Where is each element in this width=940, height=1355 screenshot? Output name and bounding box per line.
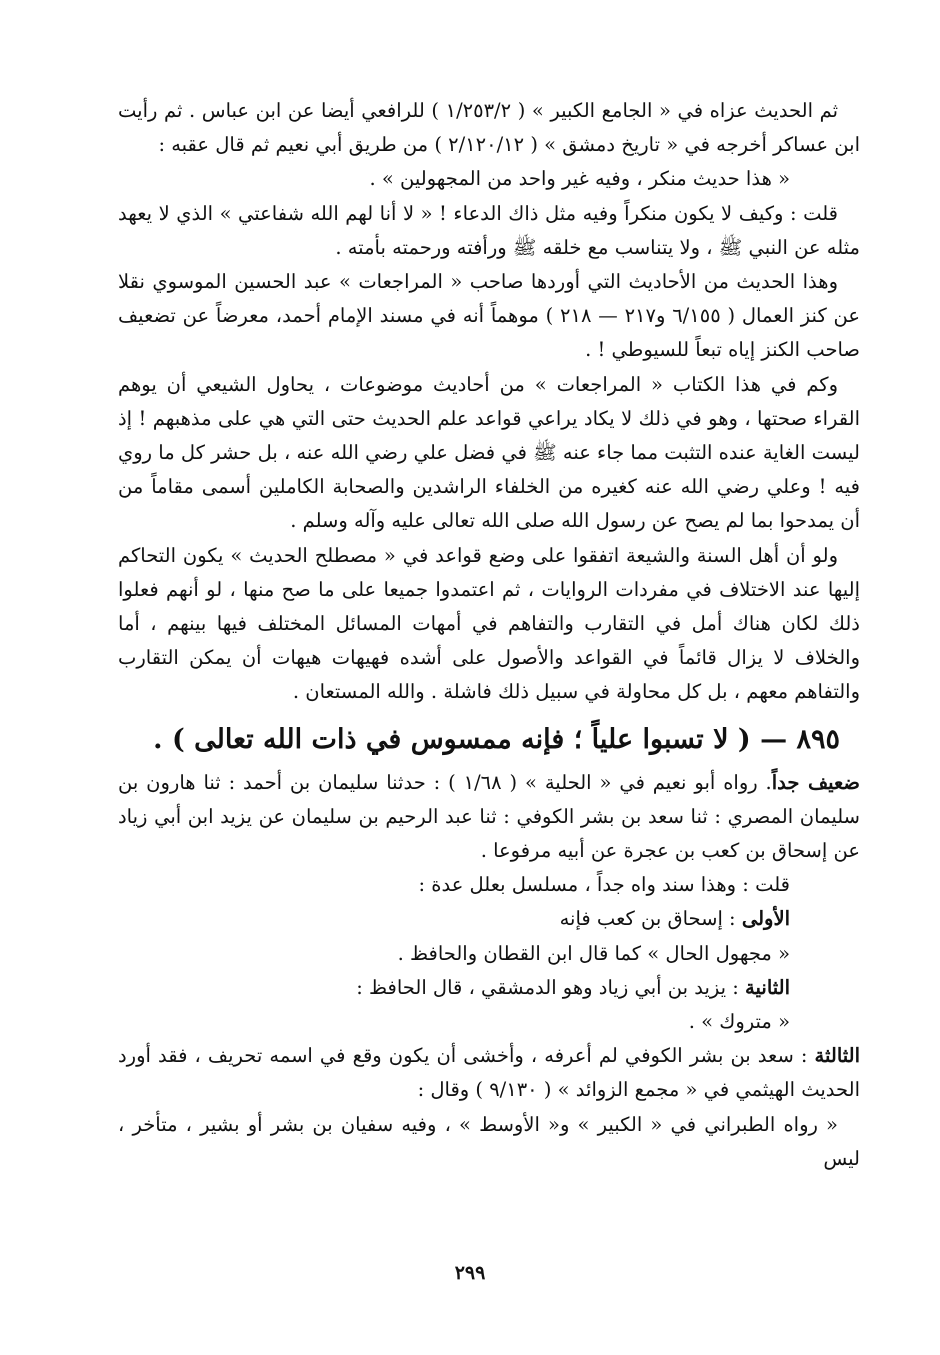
defect-item bbox=[118, 1039, 860, 1107]
paragraph: ولو أن أهل السنة والشيعة اتفقوا على وضع قواعد في « مصطلح الحديث » يكون التحاكم إليها عند الاختلاف في مفردات الروايات ، ثم اعتمدوا جميعا على ما صح منها ، لو أنهم فعلوا ذلك لكان هناك أمل في التقارب والتفاهم في أمهات المسائل المختلف فيها بينهم ، أما والخلاف لا يزال قائماً في القواعد والأصول على أشده فهيهات هيهات أن يمكن التقارب والتفاهم معهم ، بل كل محاولة في سبيل ذلك فاشلة . والله المستعان . bbox=[118, 543, 860, 704]
defect-text: : يزيد بن أبي زياد وهو الدمشقي ، قال الحافظ : bbox=[356, 975, 739, 999]
defect-label: الثالثة bbox=[814, 1044, 861, 1068]
paragraph: ثم الحديث عزاه في « الجامع الكبير » ( ١/٢٥٣/٢ ) للرافعي أيضا عن ابن عباس . ثم رأيت ابن عساكر أخرجه في « تاريخ دمشق » ( ٢/١٢٠/١٢ ) من طريق أبي نعيم ثم قال عقبه : bbox=[118, 99, 860, 157]
defect-text: : سعد بن بشر الكوفي لم أعرفه ، وأخشى أن يكون وقع في اسمه تحريف ، فقد أورد الحديث الهيثمي في « مجمع الزوائد » ( ٩/١٣٠ ) وقال : bbox=[118, 1044, 860, 1102]
paragraph bbox=[118, 766, 860, 869]
paragraph-text: . رواه أبو نعيم في « الحلية » ( ١/٦٨ ) : حدثنا سليمان بن أحمد : ثنا هارون بن سليمان المصري : ثنا سعد بن بشر الكوفي : ثنا عبد الرحيم بن سليمان عن يزيد ابن أبي زياد عن إسحاق بن كعب بن عجرة عن أبيه مرفوعا . bbox=[118, 770, 860, 863]
grade-label: ضعيف جداً bbox=[771, 770, 860, 794]
defect-label: الأولى bbox=[741, 907, 790, 931]
hadith-heading: ٨٩٥ — ( لا تسبوا علياً ؛ فإنه ممسوس في ذات الله تعالى ) . bbox=[153, 723, 840, 755]
defect-item bbox=[118, 971, 860, 1005]
quote: « متروك » . bbox=[688, 1010, 790, 1034]
defect-label: الثانية bbox=[745, 975, 790, 999]
defect-text: : إسحاق بن كعب فإنه bbox=[559, 907, 736, 931]
paragraph: قلت : وهذا سند واه جداً ، مسلسل بعلل عدة : bbox=[418, 873, 790, 897]
defect-item bbox=[118, 902, 860, 936]
quote: « مجهول الحال » كما قال ابن القطان والحافظ . bbox=[397, 941, 790, 965]
paragraph: قلت : وكيف لا يكون منكراً وفيه مثل ذاك الدعاء ! « لا أنا لهم الله شفاعتي » الذي لا يعهد مثله عن النبي ﷺ ، ولا يتناسب مع خلقه ﷺ ورأفته ورحمته بأمته . bbox=[118, 201, 860, 259]
quote: « رواه الطبراني في « الكبير » و« الأوسط » ، وفيه سفيان بن بشر أو بشير ، متأخر ، ليس bbox=[118, 1112, 860, 1170]
quote: « هذا حديث منكر ، وفيه غير واحد من المجهولين » . bbox=[369, 167, 790, 191]
paragraph: وهذا الحديث من الأحاديث التي أوردها صاحب « المراجعات » عبد الحسين الموسوي نقلا عن كنز العمال ( ٦/١٥٥ و٢١٧ — ٢١٨ ) موهماً أنه في مسند الإمام أحمد، معرضاً عن تضعيف صاحب الكنز إياه تبعاً للسيوطي ! . bbox=[118, 270, 860, 362]
paragraph: وكم في هذا الكتاب « المراجعات » من أحاديث موضوعات ، يحاول الشيعي أن يوهم القراء صحتها ، وهو في ذلك لا يكاد يراعي قواعد علم الحديث حتى التي هي على مذهبهم ! إذ ليست الغاية عنده التثبت مما جاء عنه ﷺ في فضل علي رضي الله عنه ، بل حشر كل ما روي فيه ! وعلي رضي الله عنه كغيره من الخلفاء الراشدين والصحابة الكاملين أسمى مقاماً من أن يمدحوا بما لم يصح عن رسول الله صلى الله تعالى عليه وآله وسلم . bbox=[118, 372, 860, 533]
page-number: ٢٩٩ bbox=[454, 1262, 486, 1284]
page-body bbox=[118, 94, 860, 1176]
